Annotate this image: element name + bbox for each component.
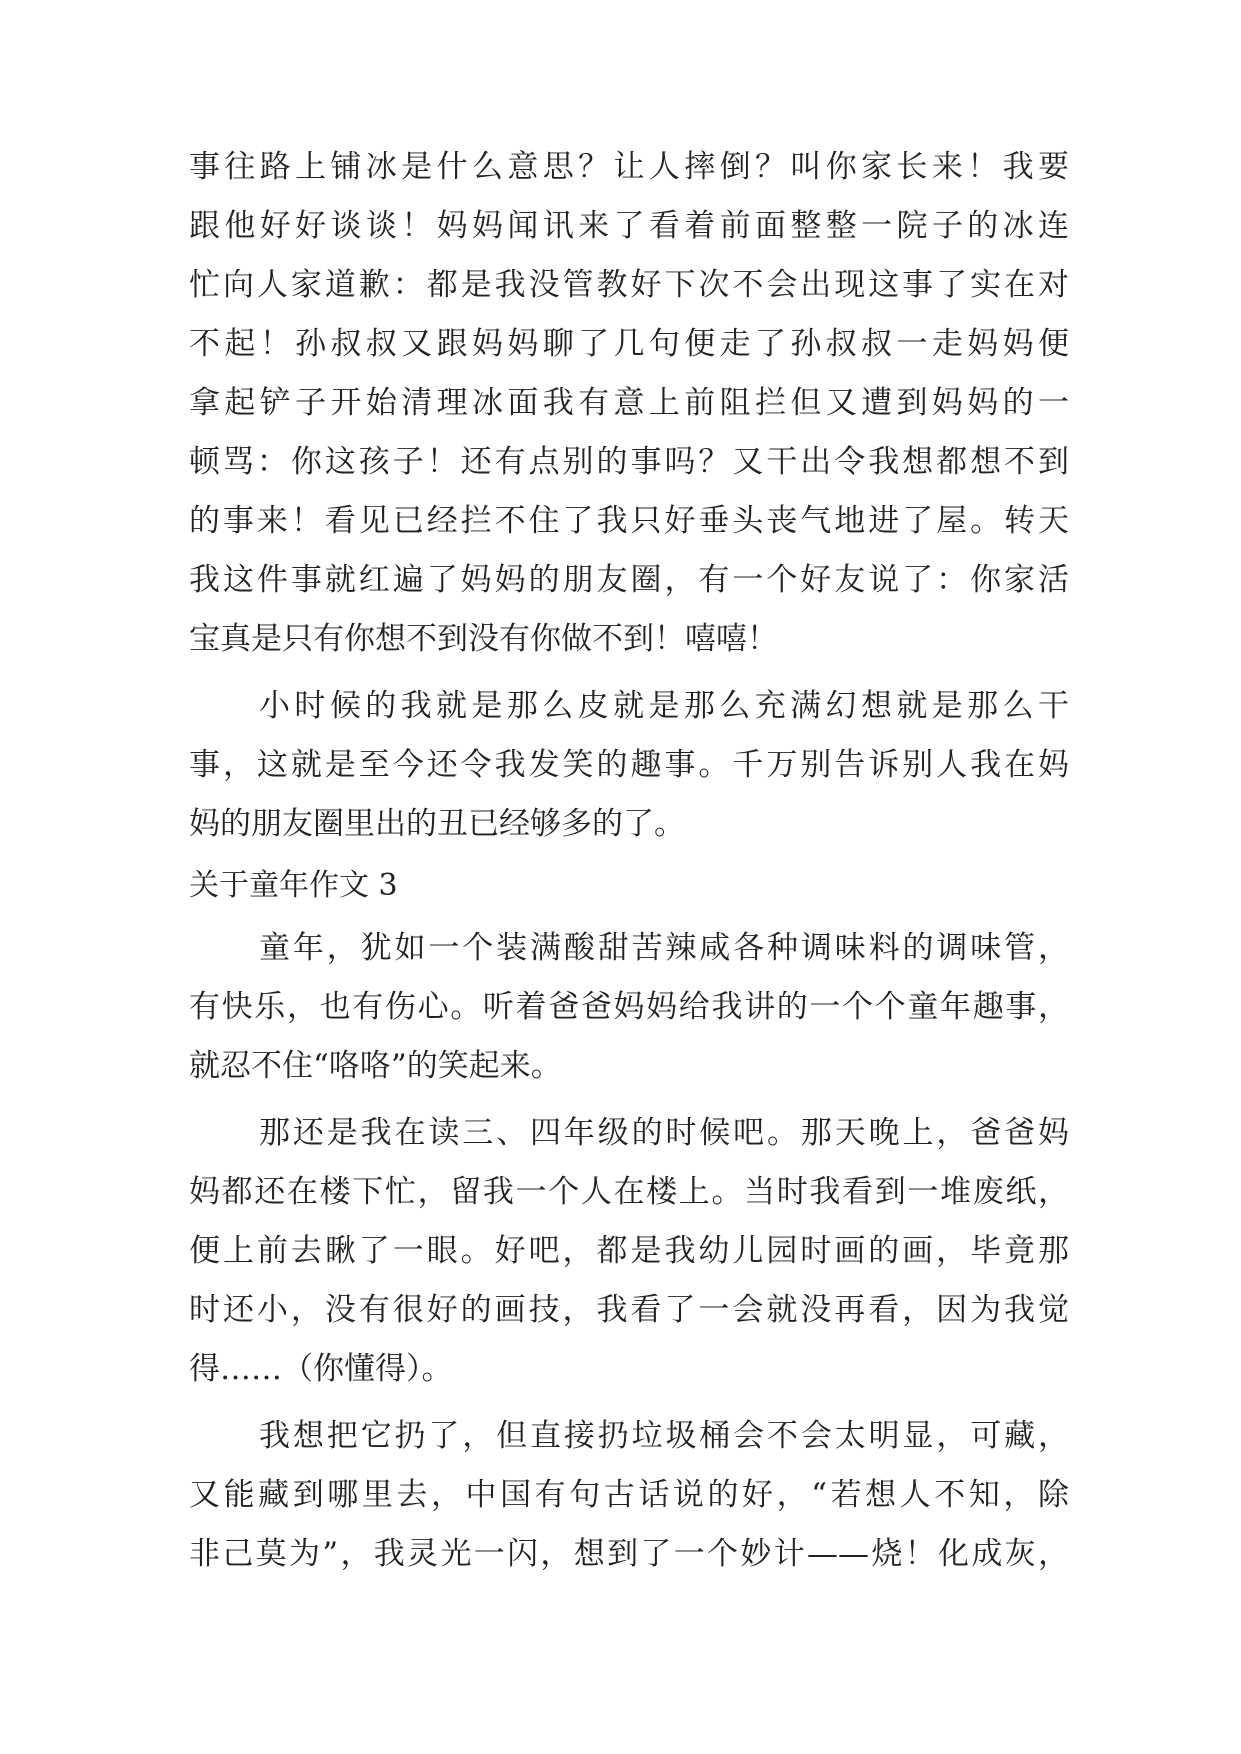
- paragraph-first-line: 童年，犹如一个装满酸甜苦辣咸各种调味料的调味管，: [259, 930, 1069, 966]
- text-line: 妈都还在楼下忙，留我一个人在楼上。当时我看到一堆废纸，: [189, 1174, 1069, 1210]
- text-line: 我这件事就红遍了妈妈的朋友圈，有一个好友说了：你家活: [189, 562, 1069, 598]
- text-line: 非己莫为”，我灵光一闪，想到了一个妙计——烧！化成灰，: [189, 1536, 1069, 1572]
- paragraph-first-line: 我想把它扔了，但直接扔垃圾桶会不会太明显，可藏，: [259, 1418, 1069, 1454]
- text-line: 就忍不住“咯咯”的笑起来。: [189, 1048, 562, 1084]
- text-line: 事，这就是至今还令我发笑的趣事。千万别告诉别人我在妈: [189, 747, 1069, 783]
- text-line: 妈的朋友圈里出的丑已经够多的了。: [189, 806, 685, 842]
- text-line: 又能藏到哪里去，中国有句古话说的好，“若想人不知，除: [189, 1477, 1069, 1513]
- text-line: 事往路上铺冰是什么意思？让人摔倒？叫你家长来！我要: [189, 149, 1069, 185]
- text-line: 忙向人家道歉：都是我没管教好下次不会出现这事了实在对: [189, 267, 1069, 303]
- text-line: 顿骂：你这孩子！还有点别的事吗？又干出令我想都想不到: [189, 444, 1069, 480]
- paragraph-first-line: 那还是我在读三、四年级的时候吧。那天晚上，爸爸妈: [259, 1115, 1069, 1151]
- paragraph-first-line: 小时候的我就是那么皮就是那么充满幻想就是那么干: [259, 688, 1069, 724]
- section-heading: 关于童年作文 3: [189, 868, 398, 903]
- text-line: 不起！孙叔叔又跟妈妈聊了几句便走了孙叔叔一走妈妈便: [189, 326, 1069, 362]
- text-line: 跟他好好谈谈！妈妈闻讯来了看着前面整整一院子的冰连: [189, 208, 1069, 244]
- text-line: 拿起铲子开始清理冰面我有意上前阻拦但又遭到妈妈的一: [189, 385, 1069, 421]
- text-line: 有快乐，也有伤心。听着爸爸妈妈给我讲的一个个童年趣事，: [189, 989, 1069, 1025]
- text-line: 的事来！看见已经拦不住了我只好垂头丧气地进了屋。转天: [189, 503, 1069, 539]
- text-line: 得……（你懂得）。: [189, 1351, 453, 1387]
- text-line: 时还小，没有很好的画技，我看了一会就没再看，因为我觉: [189, 1292, 1069, 1328]
- text-line: 便上前去瞅了一眼。好吧，都是我幼儿园时画的画，毕竟那: [189, 1233, 1069, 1269]
- text-line: 宝真是只有你想不到没有你做不到！嘻嘻！: [189, 621, 778, 657]
